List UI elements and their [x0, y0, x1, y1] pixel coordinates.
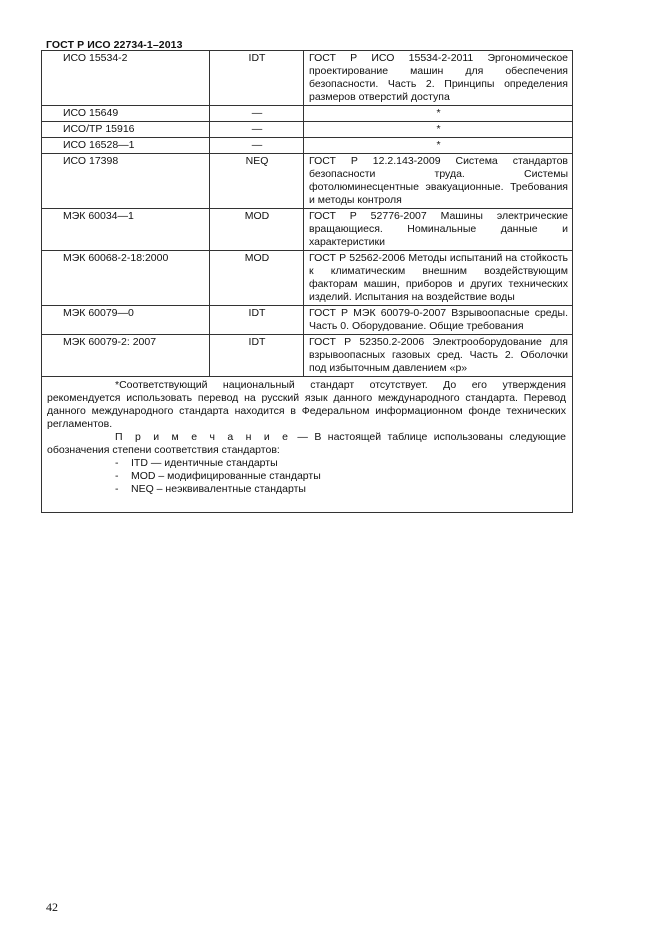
conformity-degree-cell: —: [210, 138, 304, 154]
no-standard-mark: *: [436, 107, 441, 119]
table-row: [42, 306, 573, 335]
list-item: [115, 483, 566, 496]
list-dash: -: [115, 470, 119, 482]
national-standard-cell: ГОСТ Р 52562-2006 Методы испытаний на стойкость к климатическим внешним воздействующим факторам машин, приборов и других технических изделий. Испытания на воздействие воды: [304, 251, 573, 306]
conformity-degree-cell: MOD: [210, 209, 304, 251]
national-standard-cell: [304, 122, 573, 138]
table-row: [42, 335, 573, 377]
table-row: [42, 251, 573, 306]
national-standard-cell: [304, 106, 573, 122]
note-paragraph: [47, 431, 566, 457]
conformity-degree-cell: —: [210, 122, 304, 138]
table-row: [42, 209, 573, 251]
no-standard-mark: *: [436, 139, 441, 151]
list-dash: -: [115, 457, 119, 469]
table-row: [42, 154, 573, 209]
page-number: 42: [46, 900, 58, 914]
table-notes: [42, 377, 573, 513]
note-text: — В настоящей таблице использованы следующие обозначения степени соответствия стандартов:: [47, 431, 566, 456]
legend-list: [47, 457, 566, 496]
conformity-degree-cell: —: [210, 106, 304, 122]
table-row: [42, 122, 573, 138]
international-standard-cell: ИСО 15649: [42, 106, 210, 122]
list-item: [115, 457, 566, 470]
international-standard-cell: МЭК 60079-2: 2007: [42, 335, 210, 377]
international-standard-cell: МЭК 60068-2-18:2000: [42, 251, 210, 306]
conformity-degree-cell: IDT: [210, 306, 304, 335]
notes-row: [42, 377, 573, 513]
international-standard-cell: ИСО 15534-2: [42, 51, 210, 106]
international-standard-cell: ИСО/ТР 15916: [42, 122, 210, 138]
national-standard-cell: ГОСТ Р 52350.2-2006 Электрооборудование для взрывоопасных газовых сред. Часть 2. Оболочки под избыточным давлением «р»: [304, 335, 573, 377]
no-standard-mark: *: [436, 123, 441, 135]
standards-table: [41, 50, 573, 513]
national-standard-cell: ГОСТ Р 52776-2007 Машины электрические вращающиеся. Номинальные данные и характеристики: [304, 209, 573, 251]
international-standard-cell: ИСО 16528—1: [42, 138, 210, 154]
list-dash: -: [115, 483, 119, 495]
conformity-degree-cell: IDT: [210, 51, 304, 106]
national-standard-cell: ГОСТ Р МЭК 60079-0-2007 Взрывоопасные среды. Часть 0. Оборудование. Общие требования: [304, 306, 573, 335]
conformity-degree-cell: NEQ: [210, 154, 304, 209]
national-standard-cell: [304, 138, 573, 154]
list-item-text: NEQ – неэквивалентные стандарты: [131, 483, 306, 495]
international-standard-cell: МЭК 60079—0: [42, 306, 210, 335]
international-standard-cell: МЭК 60034—1: [42, 209, 210, 251]
list-item-text: IТD — идентичные стандарты: [131, 457, 278, 469]
conformity-degree-cell: MOD: [210, 251, 304, 306]
list-item: [115, 470, 566, 483]
list-item-text: MOD – модифицированные стандарты: [131, 470, 321, 482]
note-label: П р и м е ч а н и е: [115, 431, 291, 443]
national-standard-cell: ГОСТ Р ИСО 15534-2-2011 Эргономическое проектирование машин для обеспечения безопасности. Часть 2. Принципы определения размеров отверстий доступа: [304, 51, 573, 106]
footnote-text: *Соответствующий национальный стандарт отсутствует. До его утверждения рекомендуется использовать перевод на русский язык данного международного стандарта. Перевод данного международного стандарта находится в Федеральном информационном фонде технических регламентов.: [47, 379, 566, 430]
table-row: [42, 138, 573, 154]
table-row: [42, 51, 573, 106]
conformity-degree-cell: IDT: [210, 335, 304, 377]
document-header: ГОСТ Р ИСО 22734-1–2013: [46, 39, 183, 51]
table-row: [42, 106, 573, 122]
national-standard-cell: ГОСТ Р 12.2.143-2009 Система стандартов безопасности труда. Системы фотолюминесцентные эвакуационные. Требования и методы контроля: [304, 154, 573, 209]
international-standard-cell: ИСО 17398: [42, 154, 210, 209]
